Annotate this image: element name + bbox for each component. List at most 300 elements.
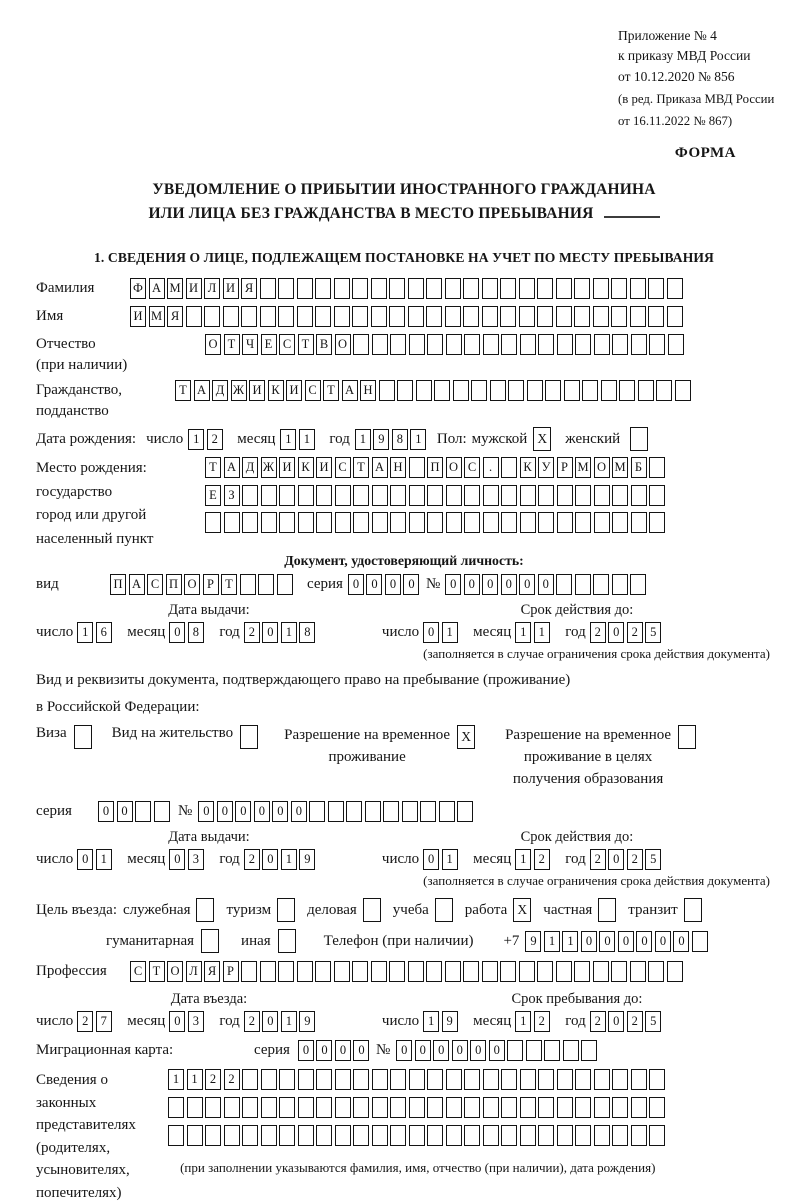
char-cell xyxy=(611,306,627,327)
char-cell xyxy=(464,334,480,355)
char-cell xyxy=(297,278,313,299)
char-cell: 0 xyxy=(608,849,624,870)
char-cell: И xyxy=(279,457,295,478)
char-cell xyxy=(538,485,554,506)
char-cell xyxy=(278,961,294,982)
char-cell xyxy=(507,1040,523,1061)
surname-cells xyxy=(130,278,685,299)
char-cell: К xyxy=(298,457,314,478)
char-cell xyxy=(471,380,487,401)
char-cell xyxy=(594,485,610,506)
char-cell: 2 xyxy=(627,1011,643,1032)
char-cell xyxy=(593,306,609,327)
purpose-option-0-checkbox xyxy=(196,898,214,922)
char-cell xyxy=(408,278,424,299)
identity-doc-dates-row xyxy=(36,622,772,643)
doc-type-cells xyxy=(110,574,295,595)
char-cell xyxy=(538,1125,554,1146)
char-cell xyxy=(446,334,462,355)
char-cell: Л xyxy=(186,961,202,982)
char-cell: 0 xyxy=(423,622,439,643)
char-cell xyxy=(538,1069,554,1090)
char-cell xyxy=(278,278,294,299)
char-cell: 1 xyxy=(515,1011,531,1032)
representatives-row xyxy=(36,1069,772,1204)
char-cell: 2 xyxy=(244,622,260,643)
char-cell: 1 xyxy=(299,429,315,450)
char-cell xyxy=(619,380,635,401)
char-cell: 7 xyxy=(96,1011,112,1032)
char-cell: Д xyxy=(242,457,258,478)
temp-permit-checkbox xyxy=(457,725,475,749)
char-cell xyxy=(205,512,221,533)
residence-issue-heading: Дата выдачи: xyxy=(168,829,250,846)
firstname-label: Имя xyxy=(36,308,64,325)
char-cell xyxy=(352,306,368,327)
char-cell xyxy=(372,1069,388,1090)
char-cell: М xyxy=(149,306,165,327)
char-cell xyxy=(563,1040,579,1061)
visa-checkbox xyxy=(74,725,92,749)
char-cell: Л xyxy=(204,278,220,299)
char-cell xyxy=(453,380,469,401)
char-cell xyxy=(316,485,332,506)
char-cell: О xyxy=(335,334,351,355)
char-cell xyxy=(390,334,406,355)
doc-issue-day-word: число xyxy=(36,624,74,641)
char-cell xyxy=(297,306,313,327)
birth-date-row xyxy=(36,427,772,451)
char-cell: В xyxy=(316,334,332,355)
char-cell: 5 xyxy=(645,849,661,870)
identity-doc-note: (заполняется в случае ограничения срока действия документа) xyxy=(423,646,770,662)
char-cell: 1 xyxy=(281,622,297,643)
birth-date-label: Дата рождения: xyxy=(36,430,137,447)
char-cell: А xyxy=(224,457,240,478)
char-cell xyxy=(408,961,424,982)
doc-issue-date xyxy=(36,622,382,643)
char-cell xyxy=(298,1125,314,1146)
char-cell xyxy=(445,961,461,982)
form-title-line-1: УВЕДОМЛЕНИЕ О ПРИБЫТИИ ИНОСТРАННОГО ГРАЖДАНИНА xyxy=(152,181,656,199)
patronymic-label-line1: Отчество xyxy=(36,336,96,353)
char-cell xyxy=(649,1097,665,1118)
char-cell xyxy=(278,929,296,953)
form-title xyxy=(36,178,772,226)
char-cell xyxy=(537,278,553,299)
sex-male-label: мужской xyxy=(471,430,528,447)
char-cell xyxy=(261,485,277,506)
char-cell: Е xyxy=(205,485,221,506)
char-cell xyxy=(575,512,591,533)
char-cell: 0 xyxy=(673,931,689,952)
char-cell xyxy=(557,485,573,506)
char-cell xyxy=(334,278,350,299)
char-cell xyxy=(675,380,691,401)
char-cell xyxy=(631,1097,647,1118)
char-cell: 1 xyxy=(562,931,578,952)
purpose-row2 xyxy=(36,929,772,953)
char-cell xyxy=(581,1040,597,1061)
char-cell: 2 xyxy=(205,1069,221,1090)
citizenship-label-line1: Гражданство, xyxy=(36,382,123,399)
char-cell xyxy=(379,380,395,401)
residence-issue-month-word: месяц xyxy=(127,851,166,868)
phone-cells xyxy=(525,931,710,952)
purpose-option-6-checkbox xyxy=(684,898,702,922)
char-cell: 0 xyxy=(298,1040,314,1061)
char-cell xyxy=(260,961,276,982)
char-cell xyxy=(328,801,344,822)
char-cell: И xyxy=(316,457,332,478)
char-cell: И xyxy=(186,278,202,299)
char-cell xyxy=(667,278,683,299)
phone-prefix: +7 xyxy=(503,932,520,949)
char-cell xyxy=(483,1069,499,1090)
char-cell xyxy=(520,1097,536,1118)
birth-place-cells-row1 xyxy=(205,457,668,478)
doc-issue-month-cells xyxy=(169,622,206,643)
profession-cells xyxy=(130,961,685,982)
char-cell xyxy=(334,961,350,982)
char-cell xyxy=(692,931,708,952)
residence-series-cells xyxy=(98,801,172,822)
doc-valid-year-word: год xyxy=(565,624,586,641)
char-cell xyxy=(371,961,387,982)
char-cell xyxy=(520,485,536,506)
profession-row xyxy=(36,961,772,982)
char-cell: 0 xyxy=(262,849,278,870)
char-cell: 0 xyxy=(423,849,439,870)
migration-number-word: № xyxy=(375,1042,391,1059)
char-cell xyxy=(520,334,536,355)
char-cell: 8 xyxy=(299,622,315,643)
char-cell xyxy=(545,380,561,401)
entry-day-cells xyxy=(77,1011,114,1032)
char-cell: X xyxy=(457,725,475,749)
entry-date-heading: Дата въезда: xyxy=(170,991,248,1008)
birth-place-label xyxy=(36,457,205,551)
char-cell xyxy=(564,380,580,401)
char-cell xyxy=(316,512,332,533)
char-cell: Я xyxy=(241,278,257,299)
firstname-cells xyxy=(130,306,685,327)
purpose-other-checkbox xyxy=(278,929,296,953)
char-cell xyxy=(261,512,277,533)
char-cell: 0 xyxy=(470,1040,486,1061)
annex-edit-line-1: (в ред. Приказа МВД России xyxy=(618,91,775,106)
char-cell xyxy=(574,961,590,982)
entry-month-cells xyxy=(169,1011,206,1032)
representatives-label-line: законных xyxy=(36,1094,97,1111)
char-cell xyxy=(335,1069,351,1090)
doc-series-word: серия xyxy=(307,576,343,593)
citizenship-row xyxy=(36,380,772,422)
char-cell xyxy=(426,278,442,299)
char-cell xyxy=(224,1125,240,1146)
residence-valid-date xyxy=(382,849,664,870)
char-cell xyxy=(483,334,499,355)
char-cell xyxy=(278,306,294,327)
char-cell xyxy=(135,801,151,822)
char-cell xyxy=(631,1125,647,1146)
entry-year-cells xyxy=(244,1011,318,1032)
birth-year-word: год xyxy=(329,430,350,447)
char-cell xyxy=(279,1125,295,1146)
edu-permit-label-line2: проживание в целях xyxy=(523,748,653,765)
char-cell: 9 xyxy=(299,849,315,870)
char-cell: С xyxy=(279,334,295,355)
residence-doc-note: (заполняется в случае ограничения срока действия документа) xyxy=(423,873,770,889)
edu-permit-label-line1: Разрешение на временное xyxy=(505,727,672,744)
char-cell xyxy=(557,334,573,355)
char-cell xyxy=(353,1097,369,1118)
char-cell xyxy=(601,380,617,401)
char-cell xyxy=(240,725,258,749)
char-cell xyxy=(482,278,498,299)
firstname-row xyxy=(36,306,772,327)
char-cell: 2 xyxy=(244,849,260,870)
char-cell: П xyxy=(110,574,126,595)
char-cell xyxy=(352,961,368,982)
char-cell: 0 xyxy=(366,574,382,595)
char-cell xyxy=(240,574,256,595)
char-cell xyxy=(261,1069,277,1090)
doc-issue-year-word: год xyxy=(219,624,240,641)
char-cell xyxy=(389,278,405,299)
char-cell xyxy=(372,1097,388,1118)
char-cell xyxy=(649,512,665,533)
char-cell: К xyxy=(268,380,284,401)
char-cell xyxy=(353,334,369,355)
char-cell: А xyxy=(342,380,358,401)
char-cell xyxy=(372,485,388,506)
char-cell xyxy=(445,306,461,327)
doc-valid-heading: Срок действия до: xyxy=(520,602,634,619)
purpose-option-1-checkbox xyxy=(277,898,295,922)
char-cell xyxy=(242,485,258,506)
doc-valid-month-cells xyxy=(515,622,552,643)
char-cell xyxy=(261,1125,277,1146)
char-cell xyxy=(168,1097,184,1118)
forma-label: ФОРМА xyxy=(674,145,736,162)
char-cell xyxy=(335,512,351,533)
birth-place-cells-block xyxy=(205,457,668,540)
char-cell: 9 xyxy=(299,1011,315,1032)
char-cell xyxy=(435,898,453,922)
birth-month-cells xyxy=(280,429,317,450)
char-cell: К xyxy=(520,457,536,478)
char-cell xyxy=(426,961,442,982)
char-cell xyxy=(575,1097,591,1118)
patronymic-row xyxy=(36,334,772,376)
char-cell xyxy=(598,898,616,922)
residence-valid-day-cells xyxy=(423,849,460,870)
temp-permit-label xyxy=(284,725,450,769)
doc-issue-year-cells xyxy=(244,622,318,643)
char-cell xyxy=(297,961,313,982)
char-cell xyxy=(594,334,610,355)
char-cell: Р xyxy=(203,574,219,595)
char-cell xyxy=(446,485,462,506)
char-cell xyxy=(593,574,609,595)
char-cell xyxy=(575,334,591,355)
char-cell xyxy=(309,801,325,822)
char-cell xyxy=(224,1097,240,1118)
char-cell xyxy=(574,306,590,327)
char-cell: 0 xyxy=(169,622,185,643)
surname-row xyxy=(36,278,772,299)
char-cell: 0 xyxy=(198,801,214,822)
migration-number-cells xyxy=(396,1040,600,1061)
char-cell: 1 xyxy=(187,1069,203,1090)
identity-doc-date-headings xyxy=(36,602,772,619)
char-cell xyxy=(630,278,646,299)
purpose-option-label: частная xyxy=(543,901,593,918)
sex-male-checkbox xyxy=(533,427,551,451)
surname-label: Фамилия xyxy=(36,280,95,297)
char-cell xyxy=(611,961,627,982)
char-cell xyxy=(464,1069,480,1090)
char-cell xyxy=(242,1125,258,1146)
char-cell: 1 xyxy=(410,429,426,450)
char-cell xyxy=(260,306,276,327)
char-cell xyxy=(420,801,436,822)
char-cell xyxy=(446,1069,462,1090)
residence-permit-checkbox xyxy=(240,725,258,749)
char-cell xyxy=(390,1069,406,1090)
doc-valid-date xyxy=(382,622,664,643)
purpose-option-label: гуманитарная xyxy=(106,932,195,949)
migration-card-row xyxy=(36,1040,772,1061)
char-cell xyxy=(409,512,425,533)
char-cell xyxy=(519,278,535,299)
char-cell xyxy=(556,278,572,299)
visa-label: Виза xyxy=(36,725,67,742)
char-cell: 2 xyxy=(244,1011,260,1032)
char-cell: И xyxy=(130,306,146,327)
char-cell xyxy=(427,1097,443,1118)
char-cell: О xyxy=(205,334,221,355)
char-cell xyxy=(187,1097,203,1118)
char-cell: И xyxy=(286,380,302,401)
char-cell: А xyxy=(372,457,388,478)
temp-permit-label-line2: проживание xyxy=(328,748,406,765)
profession-label: Профессия xyxy=(36,963,107,980)
char-cell xyxy=(575,485,591,506)
char-cell xyxy=(501,1097,517,1118)
char-cell: С xyxy=(305,380,321,401)
char-cell xyxy=(315,278,331,299)
char-cell: 0 xyxy=(396,1040,412,1061)
char-cell xyxy=(593,961,609,982)
representatives-cells-row2 xyxy=(168,1097,668,1118)
char-cell: П xyxy=(166,574,182,595)
char-cell xyxy=(298,512,314,533)
char-cell: 2 xyxy=(590,1011,606,1032)
char-cell: 1 xyxy=(442,622,458,643)
char-cell xyxy=(649,457,665,478)
doc-issue-day-cells xyxy=(77,622,114,643)
char-cell: 0 xyxy=(618,931,634,952)
char-cell: 0 xyxy=(519,574,535,595)
char-cell xyxy=(483,512,499,533)
char-cell xyxy=(372,1125,388,1146)
char-cell: Ч xyxy=(242,334,258,355)
char-cell: 0 xyxy=(272,801,288,822)
char-cell xyxy=(594,1125,610,1146)
residence-number-word: № xyxy=(178,803,193,820)
char-cell: 2 xyxy=(627,849,643,870)
char-cell: 0 xyxy=(608,622,624,643)
purpose-option-3-checkbox xyxy=(435,898,453,922)
char-cell: 1 xyxy=(281,849,297,870)
char-cell: 0 xyxy=(254,801,270,822)
char-cell xyxy=(241,961,257,982)
migration-series-cells xyxy=(298,1040,372,1061)
char-cell: 2 xyxy=(77,1011,93,1032)
char-cell xyxy=(594,512,610,533)
representatives-label-line: попечителях) xyxy=(36,1184,122,1201)
char-cell xyxy=(667,306,683,327)
char-cell xyxy=(335,1125,351,1146)
char-cell xyxy=(557,1069,573,1090)
char-cell: О xyxy=(167,961,183,982)
residence-issue-year-cells xyxy=(244,849,318,870)
char-cell xyxy=(557,1097,573,1118)
entry-date xyxy=(36,1011,382,1032)
annex-line-3: от 10.12.2020 № 856 xyxy=(618,68,735,84)
char-cell: И xyxy=(249,380,265,401)
char-cell xyxy=(427,334,443,355)
char-cell: 1 xyxy=(355,429,371,450)
stay-day-word: число xyxy=(381,1013,420,1030)
char-cell: 0 xyxy=(117,801,133,822)
entry-date-headings xyxy=(36,991,772,1008)
char-cell: Т xyxy=(221,574,237,595)
char-cell xyxy=(402,801,418,822)
char-cell xyxy=(463,306,479,327)
char-cell xyxy=(416,380,432,401)
char-cell xyxy=(501,457,517,478)
char-cell xyxy=(630,574,646,595)
char-cell xyxy=(612,1097,628,1118)
residence-doc-intro2: в Российской Федерации: xyxy=(36,699,200,716)
char-cell: 1 xyxy=(77,622,93,643)
char-cell: 9 xyxy=(442,1011,458,1032)
char-cell: Т xyxy=(205,457,221,478)
char-cell: У xyxy=(538,457,554,478)
char-cell xyxy=(205,1125,221,1146)
purpose-option-5-checkbox xyxy=(598,898,616,922)
char-cell xyxy=(630,961,646,982)
char-cell xyxy=(242,1097,258,1118)
char-cell xyxy=(346,801,362,822)
char-cell: Т xyxy=(149,961,165,982)
char-cell: 2 xyxy=(534,1011,550,1032)
purpose-option-label: туризм xyxy=(226,901,272,918)
char-cell xyxy=(279,1097,295,1118)
entry-dates-row xyxy=(36,1011,772,1032)
citizenship-label-line2: подданство xyxy=(36,403,109,420)
char-cell xyxy=(463,278,479,299)
purpose-option-2-checkbox xyxy=(363,898,381,922)
char-cell xyxy=(316,1125,332,1146)
char-cell xyxy=(612,1069,628,1090)
char-cell: Б xyxy=(631,457,647,478)
char-cell xyxy=(397,380,413,401)
residence-valid-day-word: число xyxy=(381,851,420,868)
